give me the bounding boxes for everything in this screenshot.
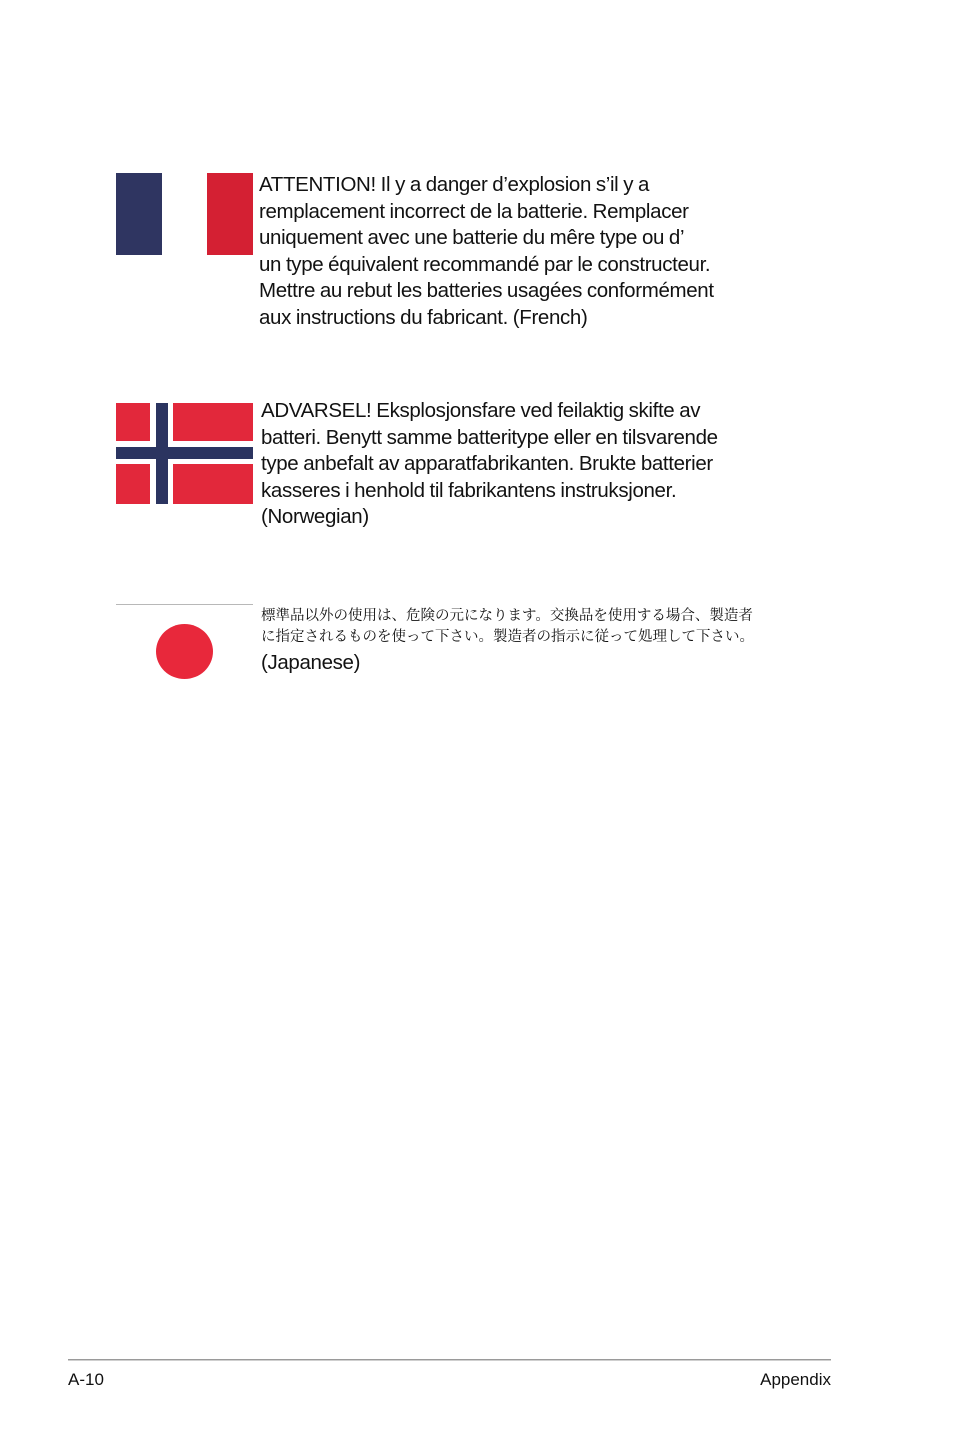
japanese-language-label: (Japanese) <box>261 651 361 674</box>
french-warning-line: un type équivalent recommandé par le constructeur. <box>259 252 711 276</box>
section-name: Appendix <box>760 1370 831 1389</box>
japanese-flag-icon <box>116 604 253 695</box>
japanese-warning-line: に指定されるものを使って下さい。製造者の指示に従って処理して下さい。 <box>261 629 754 645</box>
flag-cross-blue-vertical <box>156 403 168 504</box>
flag-red-disc <box>156 624 213 679</box>
french-warning-line: uniquement avec une batterie du mêre type ou d’ <box>259 226 685 249</box>
french-warning-line: remplacement incorrect de la batterie. Remplacer <box>259 199 689 223</box>
norwegian-warning-line: ADVARSEL! Eksplosjonsfare ved feilaktig skifte av <box>261 399 701 422</box>
norwegian-flag-icon <box>116 403 253 504</box>
norwegian-warning-line: kasseres i henhold til fabrikantens instruksjoner. <box>261 478 677 502</box>
norwegian-warning-line: batteri. Benytt samme batteritype eller en tilsvarende <box>261 425 718 449</box>
norwegian-warning-text <box>261 398 831 531</box>
french-warning-line: aux instructions du fabricant. (French) <box>259 305 588 329</box>
footer-divider <box>68 1359 831 1361</box>
french-warning-text <box>259 172 829 331</box>
french-warning-line: ATTENTION! Il y a danger d’explosion s’il y a <box>259 173 650 196</box>
norwegian-warning-line: (Norwegian) <box>261 505 369 528</box>
page-number: A-10 <box>68 1370 104 1389</box>
french-warning-line: Mettre au rebut les batteries usagées conformément <box>259 279 714 302</box>
japanese-warning-text <box>261 606 836 678</box>
norwegian-warning-line: type anbefalt av apparatfabrikanten. Brukte batterier <box>261 452 713 475</box>
flag-stripe-blue <box>116 173 162 255</box>
flag-stripe-red <box>207 173 253 255</box>
flag-cross-blue-horizontal <box>116 447 253 459</box>
japanese-warning-line: 標準品以外の使用は、危険の元になります。交換品を使用する場合、製造者 <box>261 608 753 624</box>
flag-stripe-white <box>162 173 208 255</box>
french-flag-icon <box>116 173 253 255</box>
